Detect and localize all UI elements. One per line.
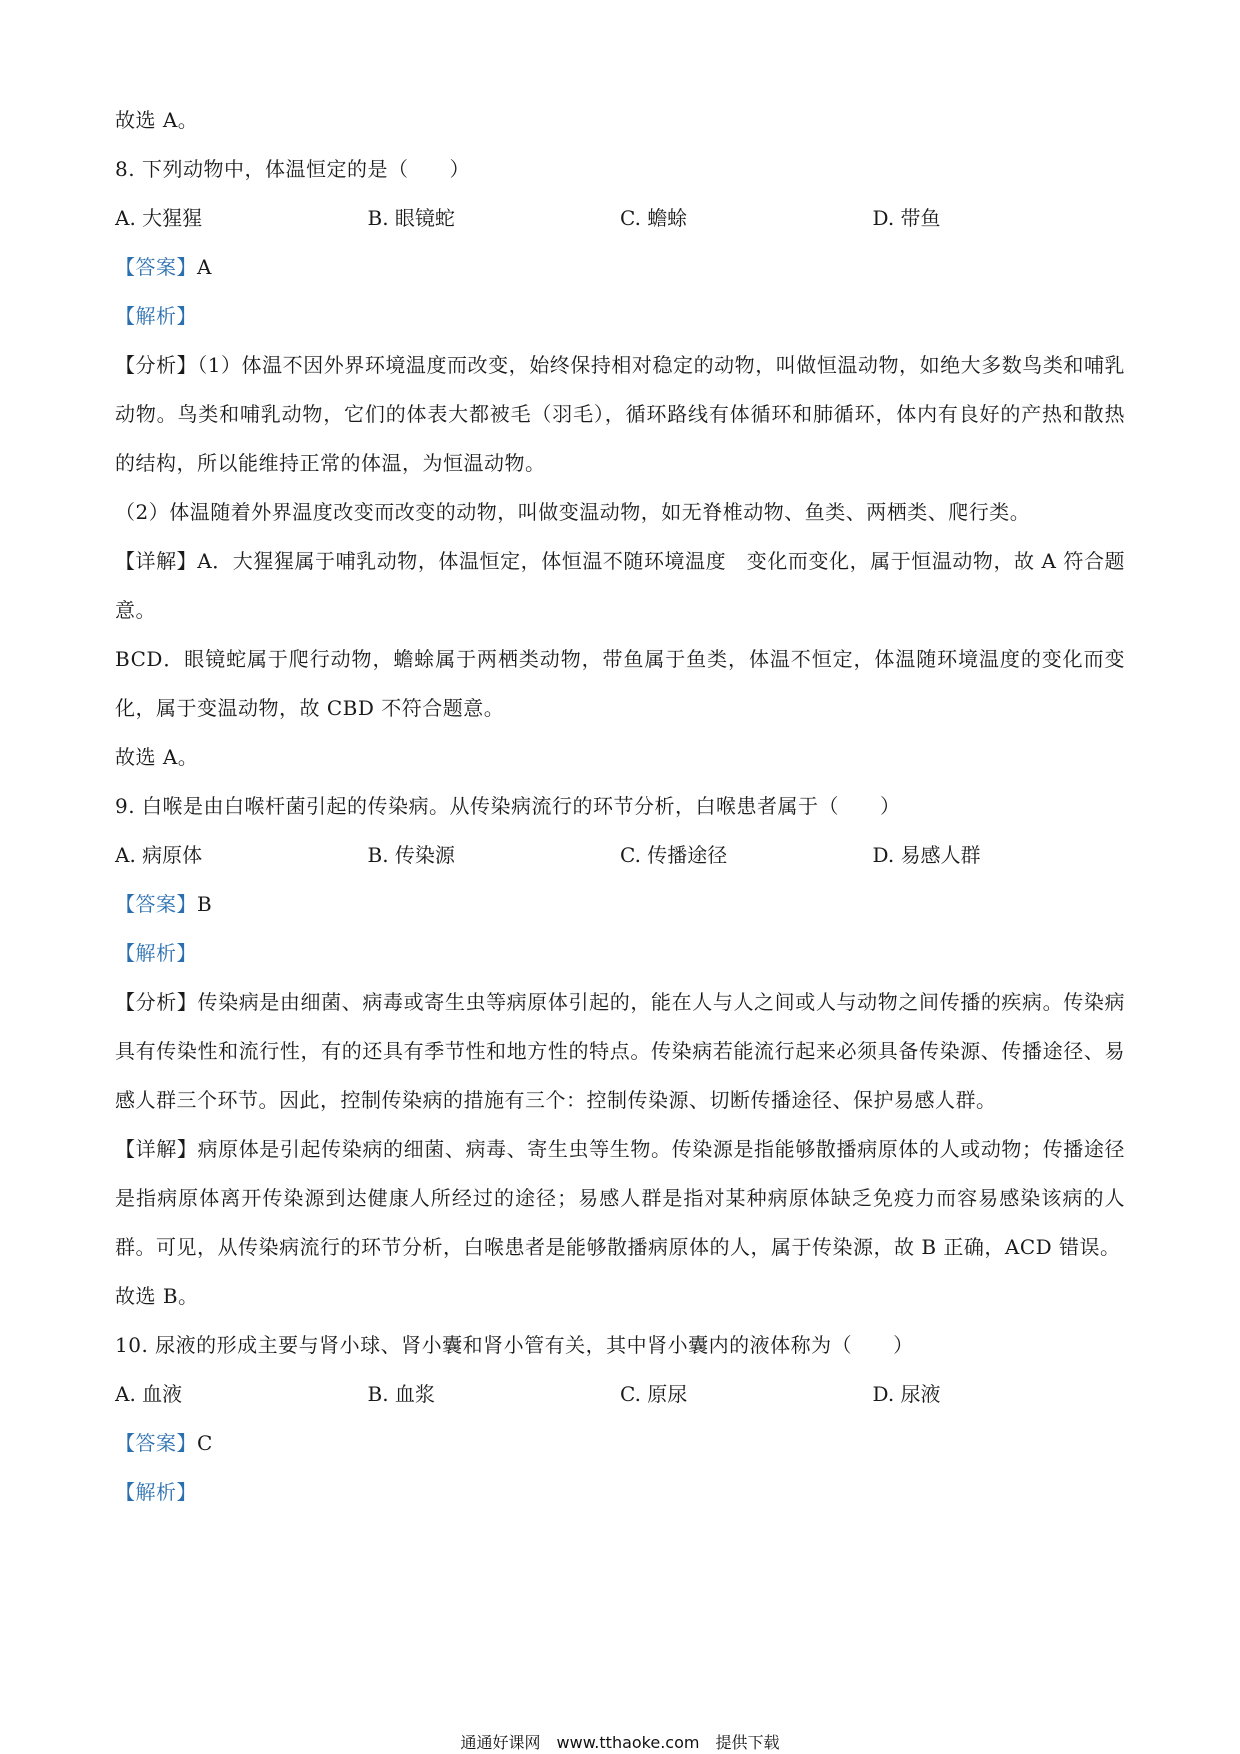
q9-answer	[115, 880, 1125, 929]
q8-analysis-tag: 【解析】	[115, 304, 197, 328]
q10-option-b: B. 血浆	[367, 1382, 435, 1406]
q8-answer	[115, 243, 1125, 292]
q10-option-c: C. 原尿	[620, 1382, 688, 1406]
q9-option-a: A. 病原体	[115, 843, 203, 867]
q9-xiangjie-text: 病原体是引起传染病的细菌、病毒、寄生虫等生物。传染源是指能够散播病原体的人或动物；传播途径是指病原体离开传染源到达健康人所经过的途径；易感人群是指对某种病原体缺乏免疫力而容易感染该病的人群。可见，从传染病流行的环节分析，白喉患者是能够散播病原体的人，属于传染源，故 B 正确，ACD 错误。	[115, 1137, 1126, 1259]
document-page	[115, 96, 1125, 1517]
q8-conclusion: 故选 A。	[115, 745, 199, 769]
q9-answer-tag: 【答案】	[115, 892, 197, 916]
q8-option-b: B. 眼镜蛇	[367, 206, 455, 230]
page-footer: 通通好课网 www.tthaoke.com 提供下载	[460, 1733, 780, 1752]
q8-xiangjie-1	[115, 537, 1125, 635]
q8-fenxi-1-text: （1）体温不因外界环境温度而改变，始终保持相对稳定的动物，叫做恒温动物，如绝大多数鸟类和哺乳动物。鸟类和哺乳动物，它们的体表大都被毛（羽毛），循环路线有体循环和肺循环，体内有良好的产热和散热的结构，所以能维持正常的体温，为恒温动物。	[115, 353, 1125, 475]
q7-conclusion: 故选 A。	[115, 108, 199, 132]
q9-xiangjie-tag: 【详解】	[115, 1137, 198, 1161]
q9-option-c: C. 传播途径	[620, 843, 728, 867]
q8-fenxi-1	[115, 341, 1125, 488]
q9-option-b: B. 传染源	[367, 843, 455, 867]
q10-analysis-tag: 【解析】	[115, 1480, 197, 1504]
q8-xiangjie-2: BCD．眼镜蛇属于爬行动物，蟾蜍属于两栖类动物，带鱼属于鱼类，体温不恒定，体温随环境温度的变化而变化，属于变温动物，故 CBD 不符合题意。	[115, 647, 1125, 720]
q9-answer-value: B	[197, 892, 213, 916]
q10-answer-value: C	[197, 1431, 213, 1455]
q8-options	[115, 194, 1125, 243]
q8-option-d: D. 带鱼	[872, 206, 941, 230]
q8-answer-value: A	[197, 255, 212, 279]
q9-stem: 9. 白喉是由白喉杆菌引起的传染病。从传染病流行的环节分析，白喉患者属于（ ）	[115, 794, 901, 818]
q8-answer-tag: 【答案】	[115, 255, 197, 279]
q8-option-c: C. 蟾蜍	[620, 206, 688, 230]
q10-answer-tag: 【答案】	[115, 1431, 197, 1455]
q8-fenxi-2: （2）体温随着外界温度改变而改变的动物，叫做变温动物，如无脊椎动物、鱼类、两栖类、爬行类。	[115, 500, 1031, 524]
q9-fenxi	[115, 978, 1125, 1125]
q10-option-a: A. 血液	[115, 1382, 183, 1406]
q8-xiangjie-1-text: A．大猩猩属于哺乳动物，体温恒定，体恒温不随环境温度 变化而变化，属于恒温动物，故 A 符合题意。	[115, 549, 1126, 622]
q8-fenxi-tag: 【分析】	[115, 353, 198, 377]
q10-options	[115, 1370, 1125, 1419]
q9-options	[115, 831, 1125, 880]
q9-fenxi-tag: 【分析】	[115, 990, 198, 1014]
q9-fenxi-text: 传染病是由细菌、病毒或寄生虫等病原体引起的，能在人与人之间或人与动物之间传播的疾病。传染病具有传染性和流行性，有的还具有季节性和地方性的特点。传染病若能流行起来必须具备传染源、传播途径、易感人群三个环节。因此，控制传染病的措施有三个：控制传染源、切断传播途径、保护易感人群。	[115, 990, 1126, 1112]
q8-option-a: A. 大猩猩	[115, 206, 203, 230]
q9-conclusion: 故选 B。	[115, 1284, 199, 1308]
q9-xiangjie	[115, 1125, 1125, 1272]
q9-option-d: D. 易感人群	[872, 843, 981, 867]
q8-stem: 8. 下列动物中，体温恒定的是（ ）	[115, 157, 470, 181]
q10-answer	[115, 1419, 1125, 1468]
q10-stem: 10. 尿液的形成主要与肾小球、肾小囊和肾小管有关，其中肾小囊内的液体称为（ ）	[115, 1333, 914, 1357]
q10-option-d: D. 尿液	[872, 1382, 941, 1406]
q8-xiangjie-tag: 【详解】	[115, 549, 198, 573]
q9-analysis-tag: 【解析】	[115, 941, 197, 965]
